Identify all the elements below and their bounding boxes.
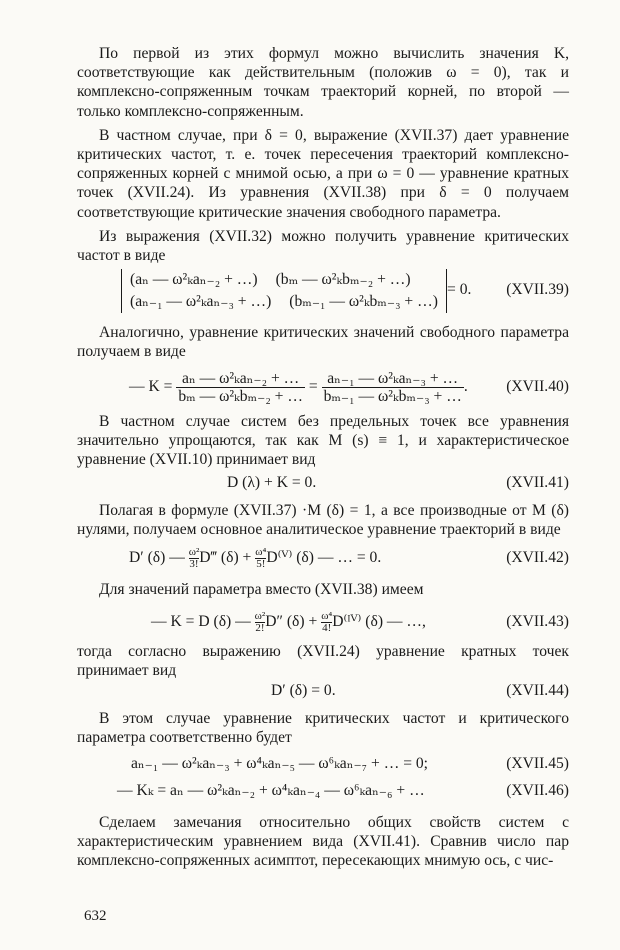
eq40-fraction-1: $\frac{\text{aₙ — ω²ₖaₙ₋₂ + …}}{\text{bₘ — ω²ₖbₘ₋₂ + …}}$ <box>178 369 303 405</box>
equation-number-39: (XVII.39) <box>506 281 569 299</box>
eq40-equals: = <box>308 377 318 395</box>
paragraph-1: По первой из этих формул можно вычислить значения K, соответствующие как действительным (положив ω = 0), так и комплексно-сопряженным точкам траекторий корней, по второй — только комплексно-сопряженным. <box>77 45 569 120</box>
paragraph-2: В частном случае, при δ = 0, выражение (XVII.37) дает уравнение критических частот, т. е. точек пересечения траекторий комплексно-сопряженных корней с мнимой осью, а при ω = 0 — уравнение кратных точек (XVII.24). Из уравнения (XVII.38) при δ = 0 получаем соответствующие критические значения свободного параметра. <box>77 126 569 221</box>
page-body <box>77 44 569 870</box>
equation-XVII-41: D (λ) + K = 0. (XVII.41) <box>77 470 569 496</box>
eq43-fraction-1: $\frac{\text{ω²}}{2!}$ <box>254 609 266 634</box>
equation-number-45: (XVII.45) <box>506 754 569 772</box>
page-number: 632 <box>84 908 107 924</box>
eq40-lhs: — K = <box>129 377 173 395</box>
eq42-fraction-2: $\frac{\text{ω⁴}}{5!}$ <box>255 545 267 570</box>
paragraph-10: Сделаем замечания относительно общих свойств систем с характеристическим уравнением вида (XVII.41). Сравнив число пар комплексно-сопряженных асимптот, пересекающих мнимую ось, с чис- <box>77 813 569 870</box>
equation-XVII-46: — Kₖ = aₙ — ω²ₖaₙ₋₂ + ω⁴ₖaₙ₋₄ — ω⁶ₖaₙ₋₆ + … (XVII.46) <box>77 778 569 804</box>
det-r1c2: (bₘ — ω²ₖbₘ₋₂ + …) <box>275 271 411 289</box>
paragraph-6: Полагая в формуле (XVII.37) ·M (δ) = 1, а все производные от M (δ) нулями, получаем основное аналитическое уравнение траекторий в виде <box>77 502 569 539</box>
equation-XVII-43: — K = D (δ) — $\frac{\text{ω²}}{2!}$ D″ (δ) + $\frac{\text{ω⁴}}{4!}$ D⁽ᴵⱽ⁾ (δ) — …, (XVII.43) <box>77 603 569 641</box>
equation-number-42: (XVII.42) <box>506 548 569 566</box>
paragraph-7: Для значений параметра вместо (XVII.38) имеем <box>99 580 424 598</box>
equation-number-46: (XVII.46) <box>506 781 569 799</box>
paragraph-8: тогда согласно выражению (XVII.24) уравнение кратных точек принимает вид <box>77 642 569 680</box>
det-tail: = 0. <box>447 281 472 299</box>
det-r1c1: (aₙ — ω²ₖaₙ₋₂ + …) <box>130 271 258 289</box>
determinant <box>121 269 447 313</box>
paragraph-4: Аналогично, уравнение критических значений свободного параметра получаем в виде <box>77 324 569 361</box>
equation-XVII-45: aₙ₋₁ — ω²ₖaₙ₋₃ + ω⁴ₖaₙ₋₅ — ω⁶ₖaₙ₋₇ + … = 0; (XVII.45) <box>77 751 569 777</box>
eq42-fraction-1: $\frac{\text{ω²}}{3!}$ <box>188 545 200 570</box>
equation-XVII-40: — K = $\frac{\text{aₙ — ω²ₖaₙ₋₂ + …}}{\text{bₘ — ω²ₖbₘ₋₂ + …}}$ = $\frac{\text{aₙ₋₁ — ω²ₖaₙ₋₃ + …}}{\text{bₘ₋₁ — ω²ₖbₘ₋₃ + …}}$ . (XVII.40) <box>77 364 569 410</box>
equation-number-44: (XVII.44) <box>506 682 569 700</box>
eq43-fraction-2: $\frac{\text{ω⁴}}{4!}$ <box>321 609 333 634</box>
eq40-fraction-2: $\frac{\text{aₙ₋₁ — ω²ₖaₙ₋₃ + …}}{\text{bₘ₋₁ — ω²ₖbₘ₋₃ + …}}$ <box>323 369 462 405</box>
equation-XVII-44: D′ (δ) = 0. (XVII.44) <box>77 678 569 704</box>
equation-number-41: (XVII.41) <box>506 474 569 492</box>
paragraph-3: Из выражения (XVII.32) можно получить уравнение критических частот в виде <box>77 227 569 265</box>
det-r2c2: (bₘ₋₁ — ω²ₖbₘ₋₃ + …) <box>289 293 438 311</box>
paragraph-9: В этом случае уравнение критических частот и критического параметра соответственно будет <box>77 710 569 747</box>
equation-number-40: (XVII.40) <box>506 377 569 395</box>
equation-XVII-42: D′ (δ) — $\frac{\text{ω²}}{3!}$ D‴ (δ) + $\frac{\text{ω⁴}}{5!}$ D⁽ⱽ⁾ (δ) — … = 0. (XVII.42) <box>77 541 569 575</box>
equation-XVII-39 <box>77 267 569 319</box>
equation-number-43: (XVII.43) <box>506 612 569 630</box>
paragraph-5: В частном случае систем без предельных точек все уравнения значительно упрощаются, так как M (s) ≡ 1, и характеристическое уравнение (XVII.10) принимает вид <box>77 412 569 469</box>
det-r2c1: (aₙ₋₁ — ω²ₖaₙ₋₃ + …) <box>130 293 272 311</box>
